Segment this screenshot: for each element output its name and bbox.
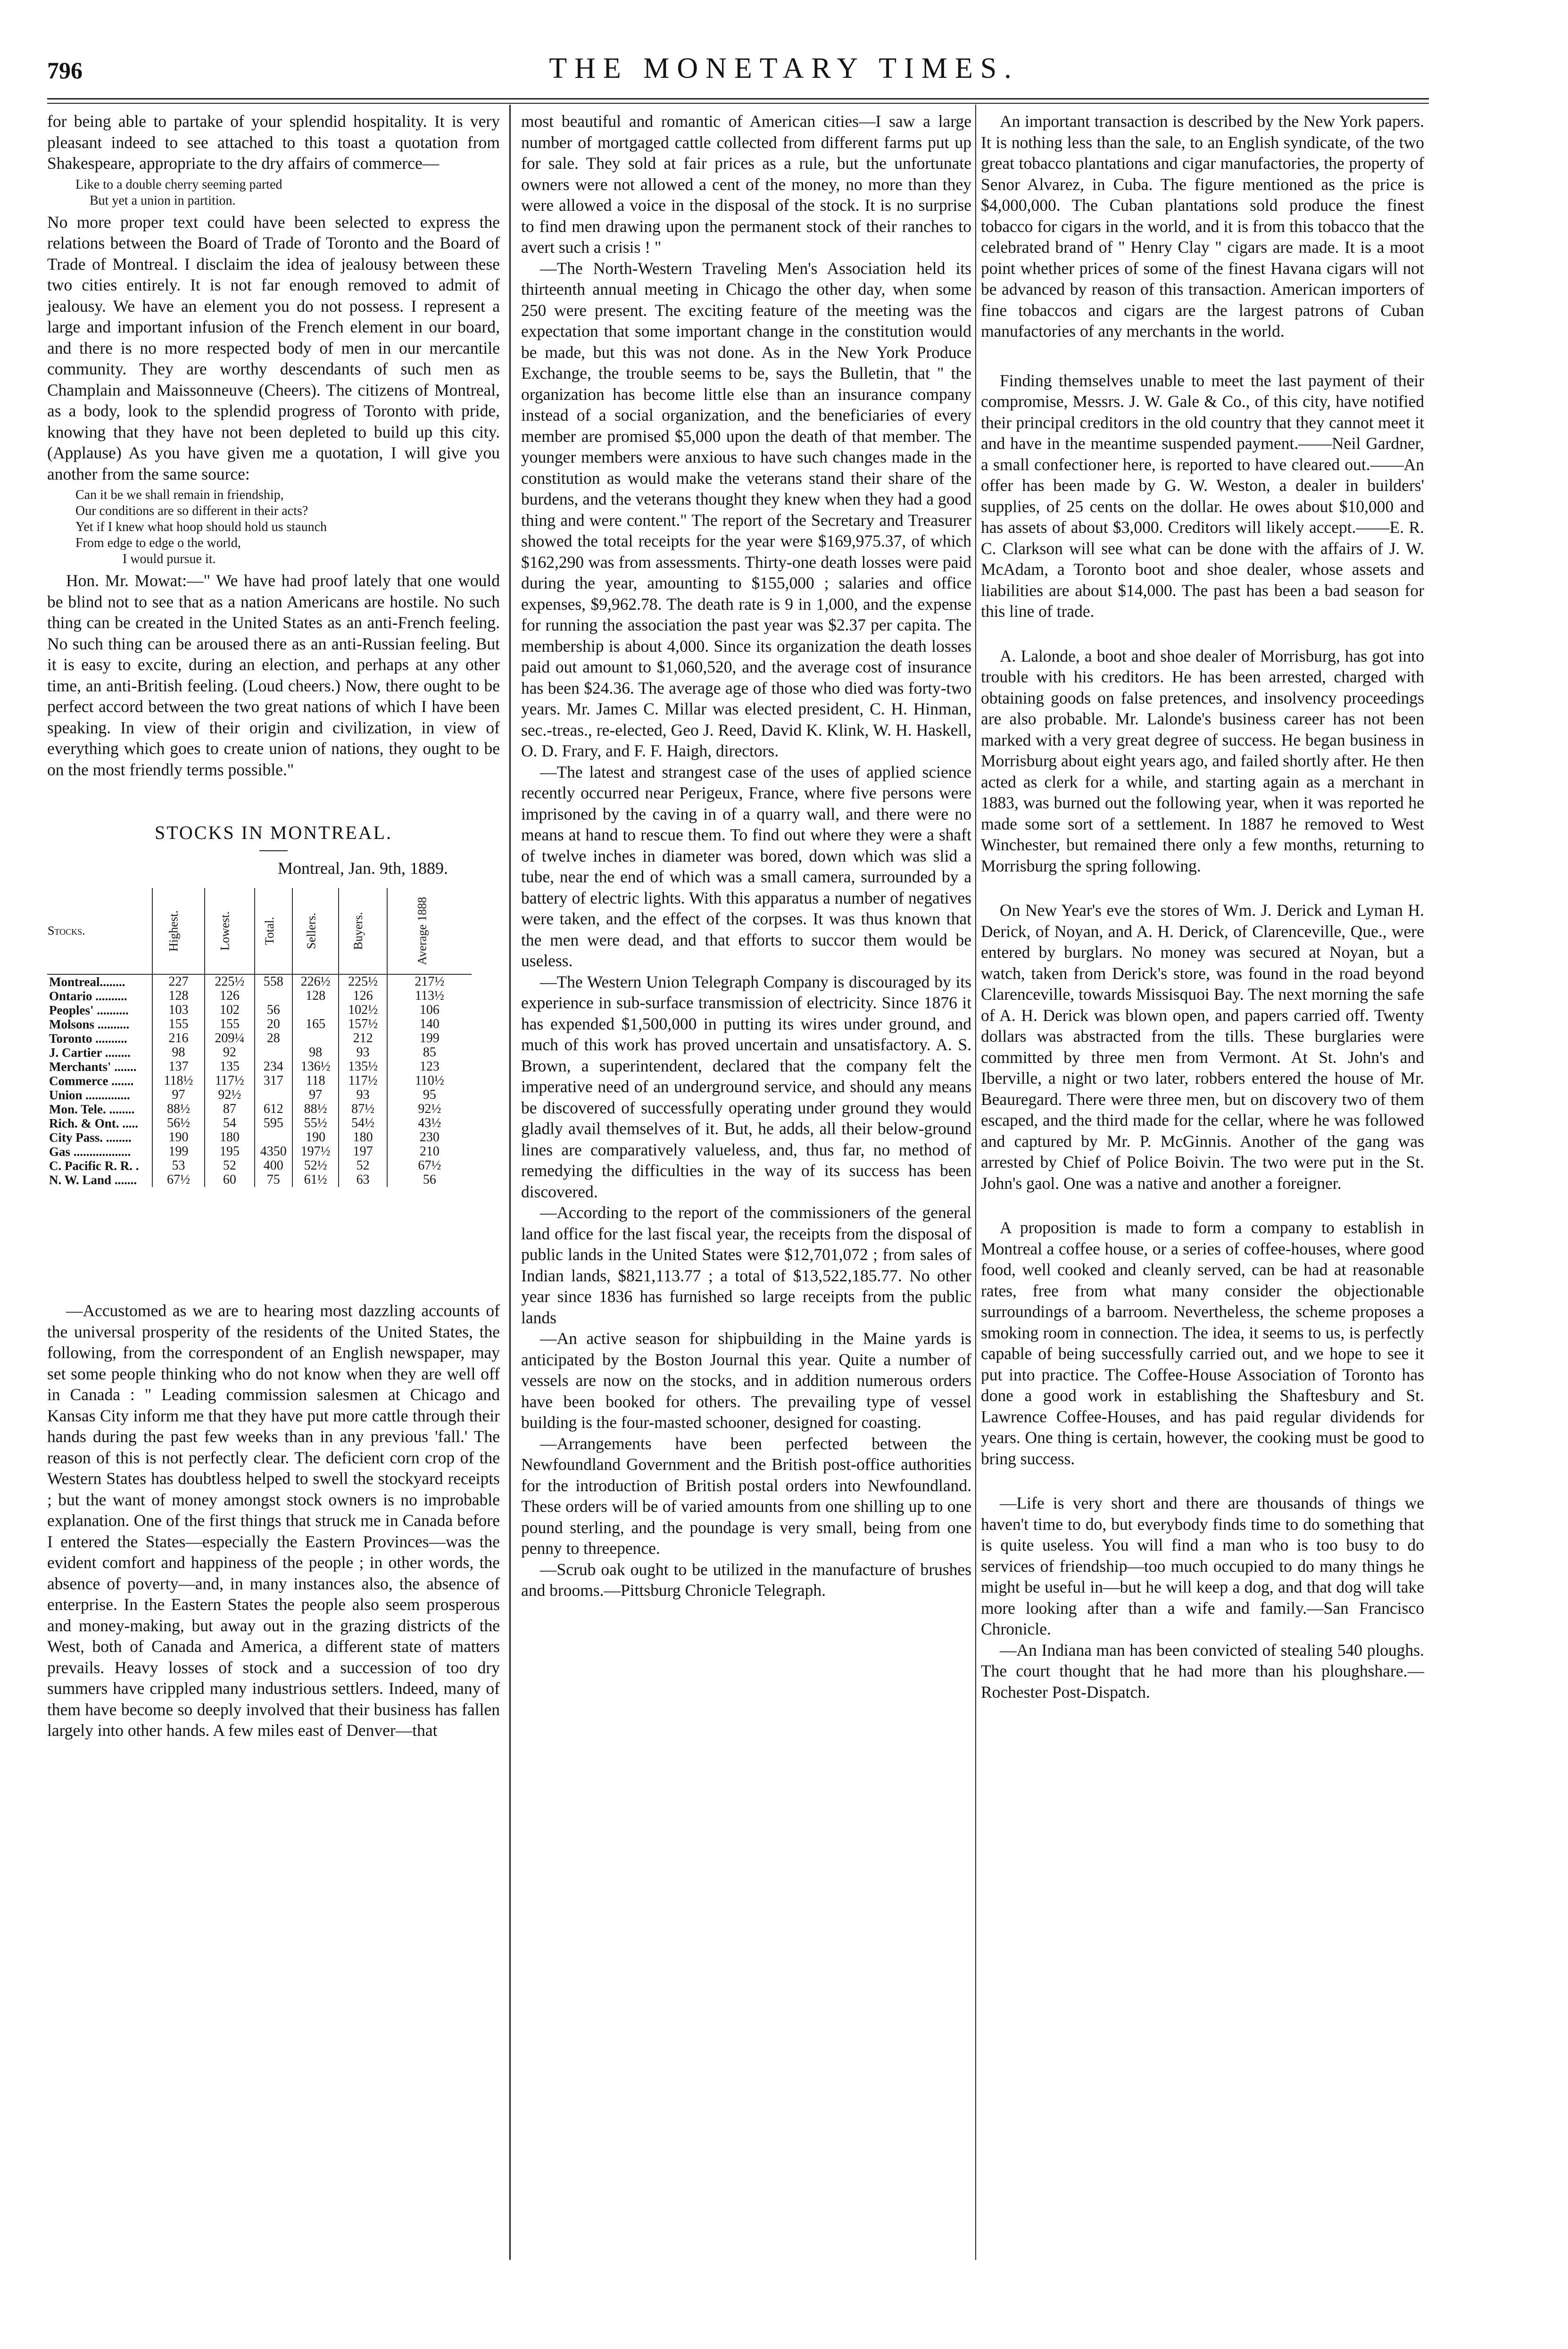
column-header: Buyers. [339, 888, 387, 974]
stock-value-cell: 137 [152, 1060, 205, 1074]
stock-value-cell: 212 [339, 1031, 387, 1046]
stock-value-cell: 140 [387, 1017, 472, 1031]
stock-value-cell: 226½ [292, 974, 339, 989]
stock-value-cell: 165 [292, 1017, 339, 1031]
article-paragraph: No more proper text could have been selected to express the relations between the Board of Trade of Toronto and the Board of Trade of Montreal. I disclaim the idea of jealousy between these two cities entirely. It is not far enough removed to admit of jealousy. We have an element you do not possess. I represent a large and important infusion of the French element in our board, and there is no more respected body of men in our mercantile community. They are worthy descendants of such men as Champlain and Maissonneuve (Cheers). The citizens of Montreal, as a body, look to the splendid progress of Toronto with pride, knowing that they have not been depleted to build up this city. (Applause) As you have given me a quotation, I will give you another from the same source: [47, 212, 500, 483]
stock-name-cell: City Pass. ........ [49, 1130, 132, 1145]
stock-value-cell: 209¼ [205, 1031, 255, 1046]
stock-value-cell: 558 [255, 974, 292, 989]
column-1 [47, 111, 500, 1741]
stock-value-cell: 118½ [152, 1074, 205, 1088]
article-paragraph: —Arrangements have been perfected between the Newfoundland Government and the British post-office authorities for the introduction of British postal orders into Newfoundland. These orders will be of varied amounts from one shilling up to one pound sterling, and the poundage is very small, being from one penny to threepence. [521, 1434, 971, 1558]
stock-name-cell: Montreal........ [49, 975, 125, 989]
article-paragraph: —The Western Union Telegraph Company is discouraged by its experience in sub-surface transmission of electricity. Since 1876 it has expended $1,500,000 in putting its wires under ground, and much of this work has proved uncertain and unsatisfactory. A. S. Brown, a superintendent, declared that the company felt the imperative need of an underground service, and should any means be discovered of successfully operating under ground they would gladly avail themselves of it. But, he adds, all their below-ground lines are comparatively valueless, and, thus far, no method of remedying the difficulties in the way of its success has been discovered. [521, 972, 971, 1201]
verse-line: But yet a union in partition. [90, 193, 236, 208]
stock-value-cell: 52½ [292, 1159, 339, 1173]
stock-value-cell: 55½ [292, 1116, 339, 1130]
article-paragraph: —Accustomed as we are to hearing most dazzling accounts of the universal prosperity of the residents of the United States, the following, from the correspondent of an English newspaper, may set some people thinking who do not know when they are well off in Canada : " Leading commission salesmen at Chicago and Kansas City inform me that they have put more cattle through their hands during the past few weeks than in any previous 'fall.' The reason of this is not perfectly clear. The deficient corn crop of the Western States has doubtless helped to swell the stockyard receipts ; but the want of money amongst stock owners is no improbable explanation. One of the first things that struck me in Canada before I entered the States—especially the Eastern Provinces—was the evident comfort and happiness of the people ; in other words, the absence of poverty—and, in many instances also, the absence of enterprise. In the Eastern States the people also seem prosperous and money-making, but away out in the grazing districts of the West, both of Canada and America, a different state of matters prevails. Heavy losses of stock and a succession of too dry summers have crippled many industrious settlers. Indeed, many of them have become so deeply involved that their business has fallen largely into other hands. A few miles east of Denver—that [47, 1301, 500, 1740]
stock-value-cell: 92½ [205, 1088, 255, 1102]
table-row [47, 1060, 472, 1074]
stock-value-cell: 135½ [339, 1060, 387, 1074]
stock-value-cell: 225½ [339, 974, 387, 989]
stocks-heading: STOCKS IN MONTREAL. [154, 822, 393, 843]
stock-value-cell [255, 1088, 292, 1102]
stock-name-cell: Gas .................. [49, 1145, 131, 1159]
stock-value-cell: 113½ [387, 989, 472, 1003]
column-3 [981, 111, 1424, 1702]
stock-value-cell: 216 [152, 1031, 205, 1046]
stock-value-cell: 210 [387, 1145, 472, 1159]
stock-value-cell: 195 [205, 1145, 255, 1159]
stock-value-cell: 87½ [339, 1102, 387, 1116]
stock-value-cell: 97 [152, 1088, 205, 1102]
table-row [47, 974, 472, 989]
spacer [47, 1187, 500, 1300]
stock-value-cell: 75 [255, 1173, 292, 1187]
table-row [47, 1017, 472, 1031]
stock-value-cell: 54 [205, 1116, 255, 1130]
short-rule [259, 850, 288, 851]
stock-value-cell: 61½ [292, 1173, 339, 1187]
stock-value-cell: 63 [339, 1173, 387, 1187]
stock-value-cell: 20 [255, 1017, 292, 1031]
stock-name-cell: Mon. Tele. ........ [49, 1102, 135, 1116]
column-divider [509, 105, 511, 2260]
table-row [47, 989, 472, 1003]
stock-name-cell: Molsons .......... [49, 1017, 130, 1031]
stock-name-cell: Ontario .......... [49, 989, 127, 1003]
stock-value-cell: 56½ [152, 1116, 205, 1130]
article-paragraph: —According to the report of the commissioners of the general land office for the last fiscal year, the receipts from the disposal of public lands in the United States were $12,701,072 ; from sales of Indian lands, $821,113.77 ; a total of $13,522,185.77. No other year since 1836 has furnished so large receipts from the public lands [521, 1203, 971, 1327]
table-row [47, 1159, 472, 1173]
stock-value-cell: 87 [205, 1102, 255, 1116]
column-divider [975, 105, 976, 2260]
stock-value-cell: 103 [152, 1003, 205, 1017]
verse-line: I would pursue it. [123, 552, 216, 566]
stock-value-cell: 230 [387, 1130, 472, 1145]
article-paragraph: —Scrub oak ought to be utilized in the manufacture of brushes and brooms.—Pittsburg Chronicle Telegraph. [521, 1560, 971, 1600]
stock-value-cell: 612 [255, 1102, 292, 1116]
stock-value-cell: 97 [292, 1088, 339, 1102]
verse-line: Can it be we shall remain in friendship, [75, 488, 284, 502]
article-paragraph: An important transaction is described by the New York papers. It is nothing less than the sale, to an English syndicate, of the two great tobacco plantations and cigar manufactories, the property of Senor Alvarez, in Cuba. The figure mentioned as the price is $4,000,000. The Cuban plantations sold produce the finest tobacco for cigars in the world, and it is from this tobacco that the celebrated brand of " Henry Clay " cigars are made. It is a moot point whether prices of some of the finest Havana cigars will not be advanced by reason of this transaction. American importers of fine tobaccos and cigars are the largest patrons of Cuban manufactories of any merchants in the world. [981, 112, 1424, 340]
stock-value-cell [292, 1031, 339, 1046]
stock-value-cell: 155 [152, 1017, 205, 1031]
article-paragraph: most beautiful and romantic of American cities—I saw a large number of mortgaged cattle collected from different farms put up for sale. They sold at fair prices as a rule, but the unfortunate owners were not allowed a cent of the money, no more than they were allowed a voice in the disposal of the stock. It is no surprise to find men drawing upon the permanent stock of their ranches to avert such a crisis ! " [521, 112, 971, 257]
stock-value-cell: 180 [205, 1130, 255, 1145]
stock-value-cell [292, 1003, 339, 1017]
stock-value-cell: 180 [339, 1130, 387, 1145]
stock-value-cell: 92½ [387, 1102, 472, 1116]
stock-value-cell: 56 [255, 1003, 292, 1017]
stock-value-cell: 128 [152, 989, 205, 1003]
verse-quotation [75, 177, 500, 209]
stock-name-cell: Commerce ....... [49, 1074, 134, 1088]
stock-value-cell: 123 [387, 1060, 472, 1074]
column-header: Highest. [152, 888, 205, 974]
stock-value-cell: 190 [152, 1130, 205, 1145]
stock-value-cell: 53 [152, 1159, 205, 1173]
stock-value-cell: 106 [387, 1003, 472, 1017]
column-header: Stocks. [48, 924, 85, 938]
stock-value-cell: 88½ [292, 1102, 339, 1116]
stock-value-cell: 56 [387, 1173, 472, 1187]
stock-value-cell: 98 [152, 1046, 205, 1060]
stock-value-cell: 400 [255, 1159, 292, 1173]
stock-value-cell: 98 [292, 1046, 339, 1060]
stock-value-cell: 93 [339, 1046, 387, 1060]
stock-value-cell: 93 [339, 1088, 387, 1102]
stock-value-cell: 227 [152, 974, 205, 989]
verse-quotation [75, 487, 500, 567]
table-row [47, 1116, 472, 1130]
stock-value-cell: 110½ [387, 1074, 472, 1088]
stock-value-cell: 135 [205, 1060, 255, 1074]
stock-value-cell: 88½ [152, 1102, 205, 1116]
stock-value-cell: 4350 [255, 1145, 292, 1159]
stock-value-cell: 52 [205, 1159, 255, 1173]
stock-value-cell: 197½ [292, 1145, 339, 1159]
article-paragraph: Finding themselves unable to meet the last payment of their compromise, Messrs. J. W. Gale & Co., of this city, have notified their principal creditors in the old country that they cannot meet it and have in the meantime suspended payment.——Neil Gardner, a small confectioner here, is reported to have cleared out.——An offer has been made by G. W. Weston, a dealer in builders' supplies, of 25 cents on the dollar. He owes about $10,000 and has assets of about $3,000. Creditors will likely accept.——E. R. C. Clarkson will see what can be done with the affairs of J. W. McAdam, a Toronto boot and shoe dealer, whose assets and liabilities are about $14,000. The past has been a bad season for this line of trade. [981, 371, 1424, 621]
header-rule [47, 98, 1429, 100]
stock-value-cell [255, 1046, 292, 1060]
stock-name-cell: Toronto .......... [49, 1031, 127, 1046]
stock-value-cell: 157½ [339, 1017, 387, 1031]
article-paragraph: Hon. Mr. Mowat:—" We have had proof lately that one would be blind not to see that as a nation Americans are hostile. No such thing can be created in the United States as an anti-French feeling. No such thing can be aroused there as an anti-Russian feeling. But it is easy to excite, during an election, and perhaps at any other time, an anti-British feeling. (Loud cheers.) Now, there ought to be perfect accord between the two great nations of which I have been speaking. In view of their origin and civilization, in view of everything which goes to create union of nations, they ought to be on the most friendly terms possible." [47, 571, 500, 779]
table-row [47, 1031, 472, 1046]
stock-value-cell: 128 [292, 989, 339, 1003]
verse-line: Like to a double cherry seeming parted [75, 177, 282, 192]
stock-value-cell: 118 [292, 1074, 339, 1088]
page-number: 796 [47, 57, 83, 83]
stock-value-cell: 92 [205, 1046, 255, 1060]
table-row [47, 1003, 472, 1017]
table-row [47, 1046, 472, 1060]
stock-name-cell: Peoples' .......... [49, 1003, 129, 1017]
stock-value-cell: 95 [387, 1088, 472, 1102]
column-header: Sellers. [292, 888, 339, 974]
stock-value-cell: 54½ [339, 1116, 387, 1130]
stock-value-cell [255, 1130, 292, 1145]
stock-value-cell: 595 [255, 1116, 292, 1130]
stock-name-cell: Rich. & Ont. ..... [49, 1116, 138, 1130]
stocks-table [47, 888, 472, 1187]
stock-value-cell: 85 [387, 1046, 472, 1060]
verse-line: From edge to edge o the world, [75, 536, 241, 550]
article-paragraph: —The latest and strangest case of the uses of applied science recently occurred near Perigeux, France, where five persons were imprisoned by the caving in of a quarry wall, and there were no means at hand to rescue them. To find out where they were a shaft of twelve inches in diameter was bored, down which was slid a tube, near the end of which was a small camera, surrounded by a battery of electric lights. With this apparatus a number of negatives were taken, and the effect of the corpses. It was thus known that the men were dead, and that efforts to succor them would be useless. [521, 762, 971, 970]
stock-value-cell: 117½ [339, 1074, 387, 1088]
table-row [47, 1145, 472, 1159]
table-row [47, 1130, 472, 1145]
masthead-title: THE MONETARY TIMES. [549, 52, 1019, 84]
article-paragraph: On New Year's eve the stores of Wm. J. Derick and Lyman H. Derick, of Noyan, and A. H. Derick, of Clarenceville, Que., were entered by burglars. No money was secured at Noyan, but a watch, taken from Derick's store, was found in the road beyond Clarenceville, towards Missisquoi Bay. The next morning the safe of A. H. Derick was blown open, and papers carried off. Twenty dollars was abstracted from the tills. These burglaries were committed by three men from Vermont. At St. John's and Iberville, a night or two later, robbers entered the house of Mr. Beauregard. There were three men, but on discovery two of them escaped, and the third made for the cellar, where he was followed and captured by Mr. P. McGinnis. Another of the gang was arrested by Chief of Police Boivin. The two were put in the St. John's gaol. One was a native and another a foreigner. [981, 901, 1424, 1193]
table-row [47, 1173, 472, 1187]
article-paragraph: A proposition is made to form a company to establish in Montreal a coffee house, or a series of coffee-houses, where good food, well cooked and cleanly served, can be had at reasonable rates, free from what many consider the objectionable surroundings of a barroom. Nevertheless, the scheme proposes a smoking room in connection. The idea, it seems to us, is perfectly capable of being successfully carried out, and we hope to see it put into practice. The Coffee-House Association of Toronto has done a good work in establishing the Shaftesbury and St. Lawrence Coffee-Houses, and has paid regular dividends for years. One thing is certain, however, the cooking must be good to bring success. [981, 1218, 1424, 1468]
verse-line: Yet if I knew what hoop should hold us staunch [75, 520, 327, 534]
stock-value-cell: 199 [152, 1145, 205, 1159]
stock-value-cell: 136½ [292, 1060, 339, 1074]
article-paragraph: A. Lalonde, a boot and shoe dealer of Morrisburg, has got into trouble with his creditors. He has been arrested, charged with obtaining goods on false pretences, and insolvency proceedings are also probable. Mr. Lalonde's business career has not been marked with a very great degree of success. He began business in Morrisburg about eight years ago, and failed shortly after. He then acted as clerk for a while, and starting again as a merchant in 1883, was burned out the following year, when it was reported he made some sort of a settlement. In 1887 he removed to West Winchester, but remained there only a few months, returning to Morrisburg the spring following. [981, 646, 1424, 875]
stock-value-cell: 126 [339, 989, 387, 1003]
stock-value-cell: 234 [255, 1060, 292, 1074]
stock-value-cell: 43½ [387, 1116, 472, 1130]
stock-name-cell: Union .............. [49, 1088, 130, 1102]
stock-name-cell: Merchants' ....... [49, 1060, 137, 1074]
stock-value-cell: 199 [387, 1031, 472, 1046]
article-paragraph: —An active season for shipbuilding in the Maine yards is anticipated by the Boston Journal this year. Quite a number of vessels are now on the stocks, and in addition numerous orders have been booked for others. The prevailing type of vessel building is the four-masted schooner, designed for coasting. [521, 1329, 971, 1432]
article-paragraph: —Life is very short and there are thousands of things we haven't time to do, but everybody finds time to do something that is quite useless. You will find a man who is too busy to do services of friendship—too much occupied to do many things he might be useful in—but he will keep a dog, and that dog will take more looking after than a wife and family.—San Francisco Chronicle. [981, 1494, 1424, 1638]
header-rule-inner [47, 103, 1429, 104]
stocks-dateline: Montreal, Jan. 9th, 1889. [278, 858, 448, 878]
stock-value-cell: 317 [255, 1074, 292, 1088]
stock-name-cell: C. Pacific R. R. . [49, 1159, 139, 1173]
stock-value-cell: 102½ [339, 1003, 387, 1017]
stock-name-cell: N. W. Land ....... [49, 1173, 137, 1187]
article-paragraph: —The North-Western Traveling Men's Association held its thirteenth annual meeting in Chicago the other day, when some 250 were present. The exciting feature of the meeting was the expectation that some important change in the constitution would be made, but this was not done. As in the New York Produce Exchange, the trouble seems to be, says the Bulletin, that " the organization has become little else than an insurance company instead of a social organization, and the beneficiaries of every member are promised $5,000 upon the death of that member. The younger members were anxious to have such changes made in the constitution as would make the veterans stand their share of the burdens, and the veterans thought they knew when they had a good thing and were content." The report of the Secretary and Treasurer showed the total receipts for the year were $169,975.37, of which $162,290 was from assessments. Thirty-one death losses were paid during the year, amounting to $155,000 ; salaries and office expenses, $9,962.78. The death rate is 9 in 1,000, and the expense for running the association the past year was $2.37 per capita. The membership is about 4,000. Since its organization the death losses paid out amount to $1,060,520, and the average cost of insurance has been $24.36. The average age of those who died was forty-two years. Mr. James C. Millar was elected president, C. H. Hinman, sec.-treas., re-elected, Geo J. Reed, David K. Klink, W. H. Haskell, O. D. Frary, and F. F. Haigh, directors. [521, 258, 971, 760]
stock-value-cell: 52 [339, 1159, 387, 1173]
table-row [47, 1088, 472, 1102]
article-paragraph: —An Indiana man has been convicted of stealing 540 ploughs. The court thought that he had more than his ploughshare.—Rochester Post-Dispatch. [981, 1640, 1424, 1702]
stock-value-cell: 190 [292, 1130, 339, 1145]
stock-value-cell: 217½ [387, 974, 472, 989]
stock-value-cell: 67½ [387, 1159, 472, 1173]
verse-line: Our conditions are so different in their acts? [75, 504, 308, 518]
stock-value-cell: 67½ [152, 1173, 205, 1187]
column-header: Average 1888 [387, 888, 472, 974]
stock-value-cell: 225½ [205, 974, 255, 989]
column-2 [521, 111, 971, 1601]
stock-name-cell: J. Cartier ........ [49, 1046, 131, 1060]
table-row [47, 1074, 472, 1088]
stock-value-cell: 126 [205, 989, 255, 1003]
column-header: Lowest. [205, 888, 255, 974]
stock-value-cell: 197 [339, 1145, 387, 1159]
table-header-row [47, 888, 472, 974]
column-header: Total. [255, 888, 292, 974]
stock-value-cell: 155 [205, 1017, 255, 1031]
stock-value-cell [255, 989, 292, 1003]
article-paragraph: for being able to partake of your splendid hospitality. It is very pleasant indeed to see attached to this toast a quotation from Shakespeare, appropriate to the dry affairs of commerce— [47, 112, 500, 173]
stock-value-cell: 117½ [205, 1074, 255, 1088]
table-row [47, 1102, 472, 1116]
stock-value-cell: 102 [205, 1003, 255, 1017]
stock-value-cell: 28 [255, 1031, 292, 1046]
stock-value-cell: 60 [205, 1173, 255, 1187]
